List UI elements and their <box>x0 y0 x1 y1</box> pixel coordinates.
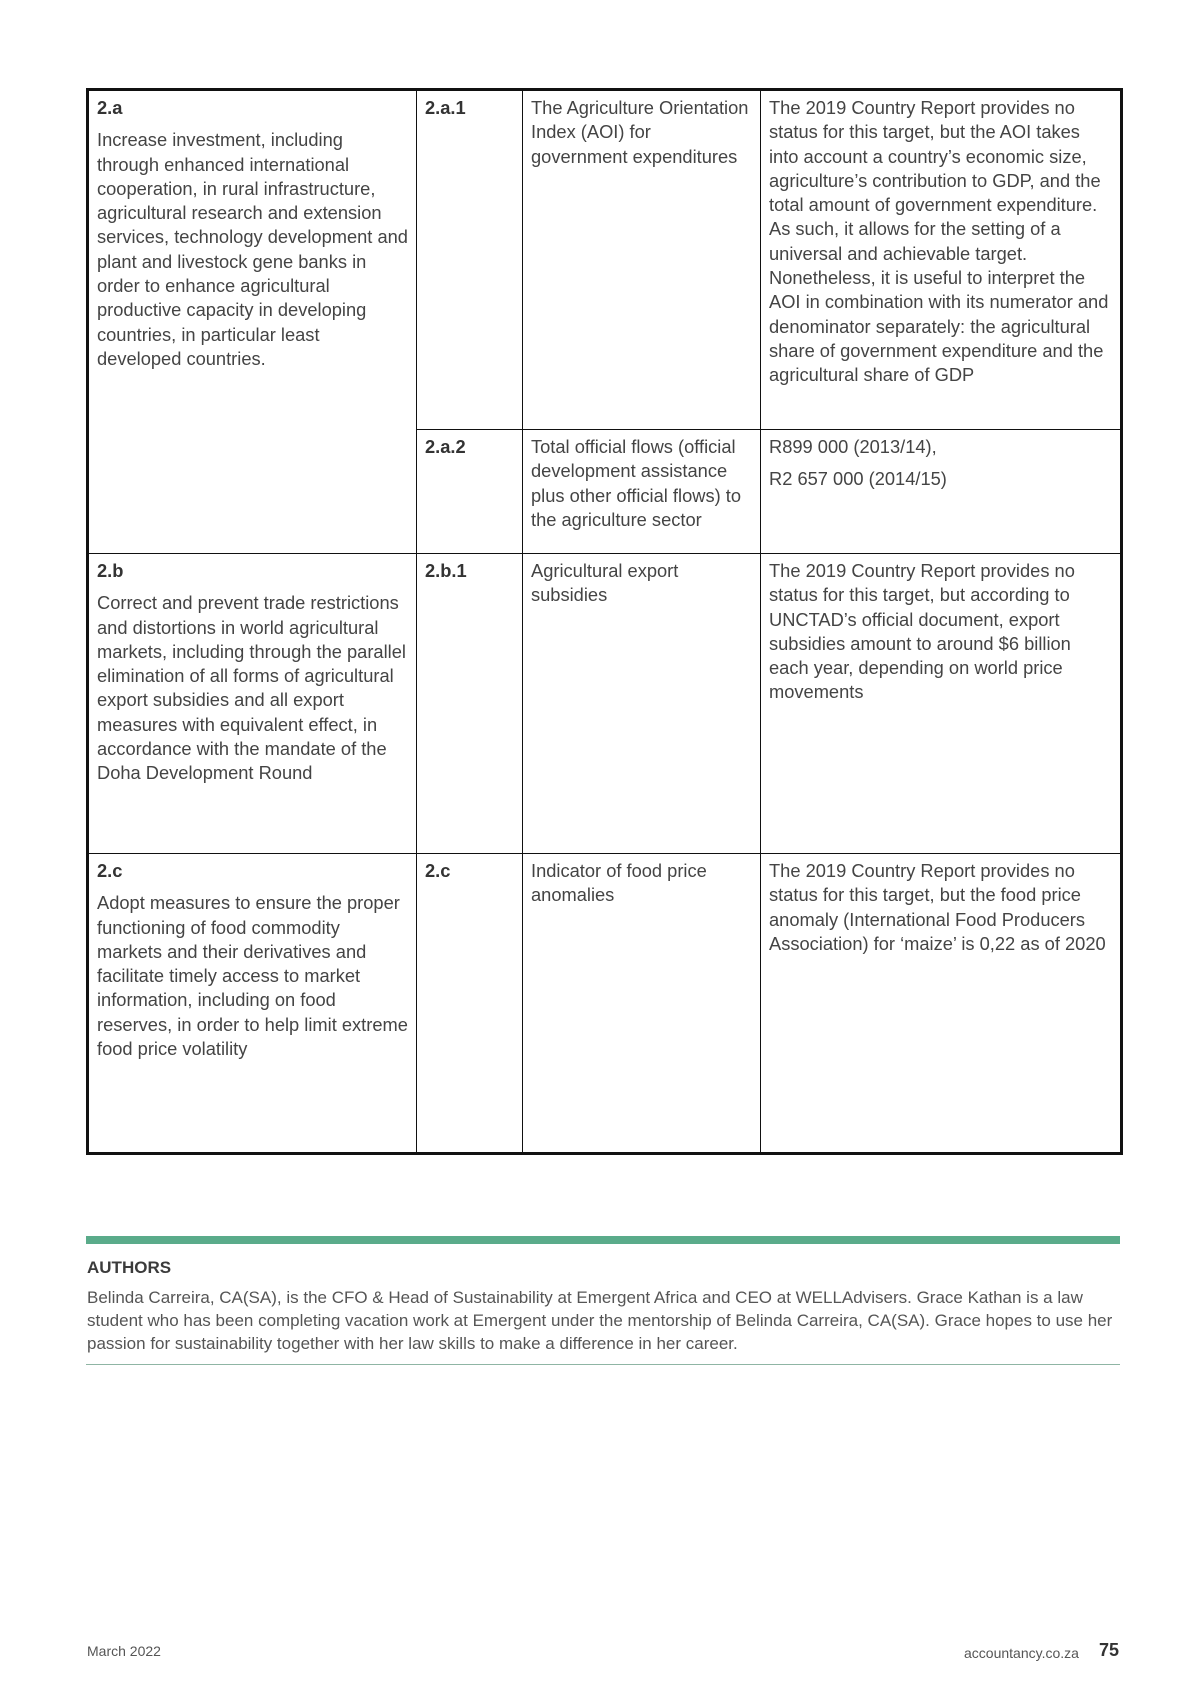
target-cell <box>88 90 417 554</box>
indicator-status: The 2019 Country Report provides no status for this target, but the AOI takes into account a country’s economic size, agriculture’s contribution to GDP, and the total amount of government expenditure. As such, it allows for the setting of a universal and achievable target. Nonetheless, it is useful to interpret the AOI in combination with its numerator and denominator separately: the agricultural share of government expenditure and the agricultural share of GDP <box>769 97 1109 386</box>
status-cell <box>761 90 1122 430</box>
indicator-code: 2.c <box>425 860 451 881</box>
table-row <box>88 554 1122 854</box>
authors-accent-bar <box>86 1236 1120 1244</box>
target-code: 2.b <box>97 560 124 581</box>
sdg-table <box>86 88 1123 1155</box>
target-cell <box>88 854 417 1154</box>
indicator-name-cell <box>523 554 761 854</box>
indicator-code-cell <box>417 854 523 1154</box>
indicator-code-cell <box>417 554 523 854</box>
indicator-code: 2.b.1 <box>425 560 467 581</box>
target-code: 2.a <box>97 97 123 118</box>
indicator-status: The 2019 Country Report provides no status for this target, but according to UNCTAD’s official document, export subsidies amount to around $6 billion each year, depending on world price movements <box>769 560 1075 703</box>
indicator-name-cell <box>523 854 761 1154</box>
target-cell <box>88 554 417 854</box>
indicator-code-cell <box>417 430 523 554</box>
target-text: Adopt measures to ensure the proper functioning of food commodity markets and their derivatives and facilitate timely access to market information, including on food reserves, in order to help limit extreme food price volatility <box>97 892 408 1060</box>
indicator-name-cell <box>523 90 761 430</box>
target-text: Correct and prevent trade restrictions and distortions in world agricultural markets, including through the parallel elimination of all forms of agricultural export subsidies and all export measures with equivalent effect, in accordance with the mandate of the Doha Development Round <box>97 592 406 784</box>
indicator-name: Agricultural export subsidies <box>531 560 679 606</box>
indicator-name: Indicator of food price anomalies <box>531 860 707 906</box>
footer-date: March 2022 <box>87 1643 161 1659</box>
page-number: 75 <box>1099 1640 1120 1660</box>
indicator-status-2: R2 657 000 (2014/15) <box>769 468 947 490</box>
table-row <box>88 90 1122 430</box>
indicator-code-cell <box>417 90 523 430</box>
status-cell <box>761 554 1122 854</box>
status-cell <box>761 854 1122 1154</box>
indicator-code: 2.a.2 <box>425 436 466 457</box>
indicator-name: Total official flows (official development assistance plus other official flows) to the agriculture sector <box>531 436 741 530</box>
table-row <box>88 854 1122 1154</box>
authors-text: Belinda Carreira, CA(SA), is the CFO & Head of Sustainability at Emergent Africa and CEO at WELLAdvisers. Grace Kathan is a law student who has been completing vacation work at Emergent under the mentorship of Belinda Carreira, CA(SA). Grace hopes to use her passion for sustainability together with her law skills to make a difference in her career. <box>87 1288 1113 1353</box>
divider <box>86 1364 1120 1365</box>
indicator-status: R899 000 (2013/14), <box>769 436 937 457</box>
indicator-code: 2.a.1 <box>425 97 466 118</box>
indicator-status: The 2019 Country Report provides no status for this target, but the food price anomaly (International Food Producers Association) for ‘maize’ is 0,22 as of 2020 <box>769 860 1106 954</box>
indicator-name: The Agriculture Orientation Index (AOI) for government expenditures <box>531 97 749 167</box>
status-cell <box>761 430 1122 554</box>
indicator-name-cell <box>523 430 761 554</box>
authors-heading: AUTHORS <box>87 1258 172 1277</box>
target-code: 2.c <box>97 860 123 881</box>
footer-site: accountancy.co.za <box>964 1645 1079 1661</box>
target-text: Increase investment, including through enhanced international cooperation, in rural infrastructure, agricultural research and extension services, technology development and plant and livestock gene banks in order to enhance agricultural productive capacity in developing countries, in particular least developed countries. <box>97 129 408 369</box>
